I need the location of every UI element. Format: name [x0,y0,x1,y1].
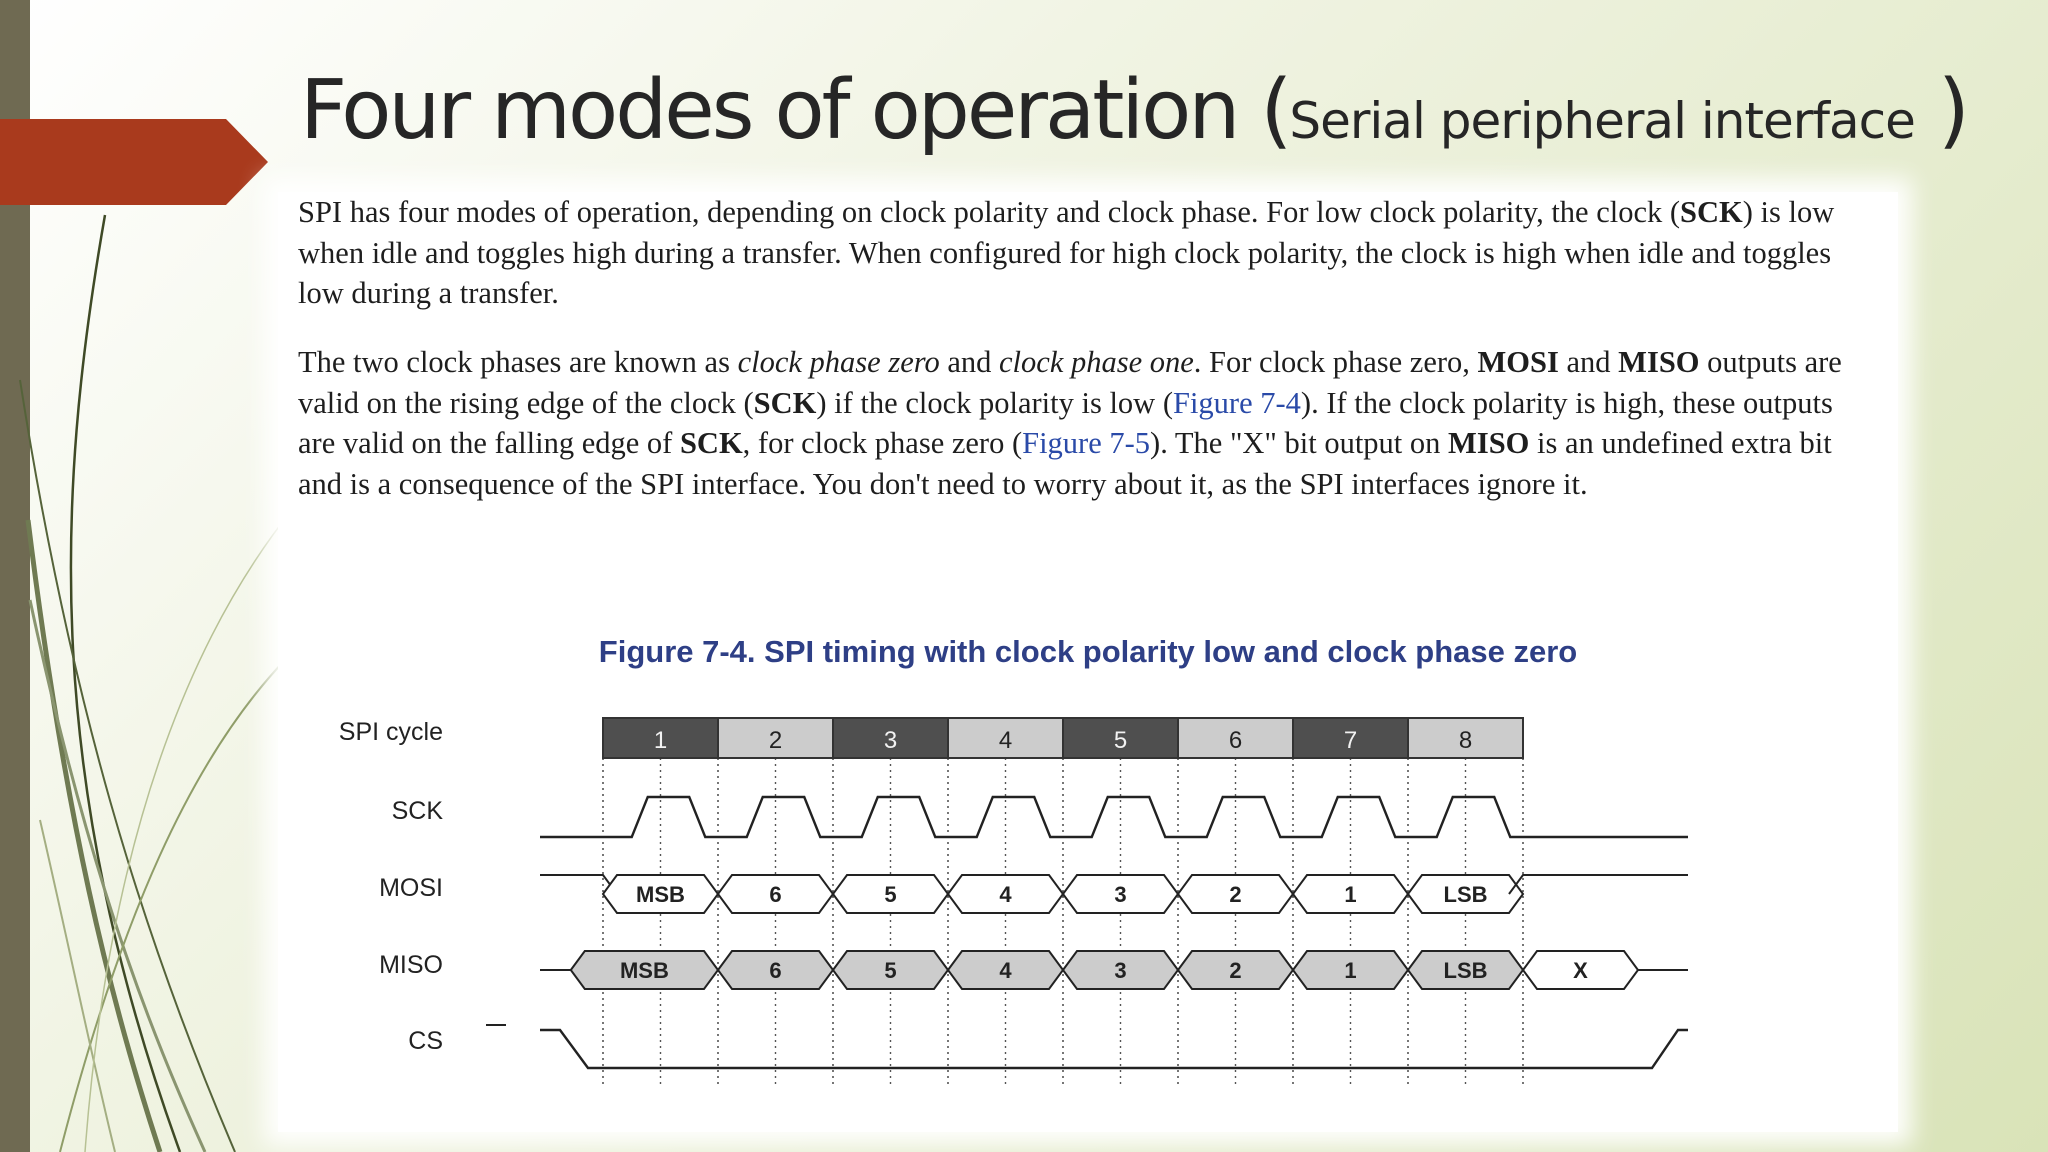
p2-text-6: ) if the clock polarity is low ( [816,385,1173,420]
p2-text-9: ). The "X" bit output on [1150,426,1449,460]
signal-label-cs: CS [408,1027,443,1055]
spi-cycle-number: 6 [1228,727,1243,754]
title-arrow-marker [0,119,268,205]
mosi-bit-label: 6 [769,882,782,907]
spi-timing-diagram [278,192,1898,1132]
p2-text-5: outputs are valid on the rising edge of the clock ( [298,345,1842,420]
arrow-shape [0,119,268,205]
mosi-end-line [1509,875,1688,894]
miso-bit-label: 5 [884,958,897,983]
p2-text-8: , for clock phase zero ( [742,426,1023,460]
slide-title [300,58,1967,174]
figure-7-4-link[interactable]: Figure 7-4 [1172,385,1301,420]
content-panel [278,192,1898,1132]
mosi-bit-label: 1 [1344,882,1357,907]
signal-label-mosi: MOSI [379,874,443,902]
figure-7-5-link[interactable]: Figure 7-5 [1022,426,1151,460]
p2-text-4: and [1558,345,1619,379]
spi-cycle-number: 3 [883,727,898,754]
mosi-bit-label: 4 [999,882,1012,907]
p2-text-1: The two clock phases are known as [298,345,738,379]
signal-label-miso: MISO [379,951,443,979]
title-close: ) [1914,63,1967,158]
spi-cycle-number: 4 [998,727,1013,754]
p2-text-10: is an undefined extra bit and is a consequence of the SPI interface. You don't need to worry about it, as the SPI interfaces ignore it. [298,426,1832,501]
mosi-bit-label: 5 [884,882,897,907]
spi-cycle-number: 2 [768,727,783,754]
miso-bit-label: 3 [1114,958,1127,983]
spi-cycle-number: 5 [1113,727,1128,754]
p2-bold-sck-2: SCK [679,426,743,460]
title-sub: Serial peripheral interface [1289,92,1915,150]
signal-label-spi-cycle: SPI cycle [338,718,443,746]
signal-label-sck: SCK [391,797,443,825]
spi-cycle-number: 1 [653,727,668,754]
p2-bold-miso-2: MISO [1448,426,1530,460]
miso-bit-label: 1 [1344,958,1357,983]
p2-text-2: and [939,345,1000,379]
miso-bit-label: MSB [619,958,669,983]
p1-text-1: SPI has four modes of operation, depending on clock polarity and clock phase. For low clock polarity, the clock ( [298,195,1681,229]
p1-text-2: ) is low when idle and toggles high during a transfer. When configured for high clock polarity, the clock is high when idle and toggles low during a transfer. [298,195,1835,310]
spi-cycle-number: 7 [1343,727,1358,754]
p2-bold-miso: MISO [1618,345,1700,379]
sck-waveform [540,797,1688,837]
p2-bold-mosi: MOSI [1477,345,1559,379]
miso-bit-label: 4 [999,958,1012,983]
spi-cycle-number: 8 [1458,727,1473,754]
mosi-bit-label: MSB [636,882,685,907]
title-main: Four modes of operation ( [300,63,1290,158]
miso-bit-label: 2 [1229,958,1242,983]
miso-bit-label: 6 [769,958,782,983]
cs-waveform [540,1030,1688,1068]
p2-italic-phase-zero: clock phase zero [737,345,940,379]
miso-bit-label: LSB [1443,958,1488,983]
p2-text-7: ). If the clock polarity is high, these outputs are valid on the falling edge of [298,385,1833,460]
mosi-bit-label: 2 [1229,882,1242,907]
p2-italic-phase-one: clock phase one [999,345,1194,379]
mosi-bit-label: 3 [1114,882,1127,907]
p2-text-3: . For clock phase zero, [1193,345,1478,379]
p1-bold-sck: SCK [1680,195,1743,229]
miso-bit-label: X [1573,958,1588,983]
figure-title: Figure 7-4. SPI timing with clock polarity low and clock phase zero [598,634,1578,669]
mosi-bit-label: LSB [1443,882,1488,907]
p2-bold-sck: SCK [753,385,817,420]
